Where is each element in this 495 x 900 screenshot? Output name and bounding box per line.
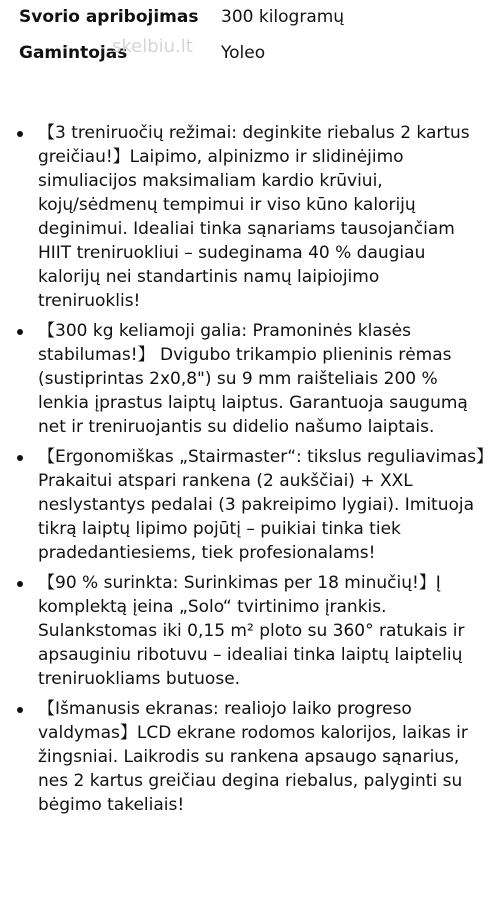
- bullet-text: 【90 % surinkta: Surinkimas per 18 minučių!】Į komplektą įeina „Solo“ tvirtinimo įrankis. Sulankstomas iki 0,15 m² ploto su 360° ratukais ir apsauginiu ribotuvu – idealiai tinka laiptų laiptelių treniruokliams butuose.: [38, 573, 465, 689]
- bullet-icon: [17, 581, 23, 587]
- spec-row-manufacturer: [19, 41, 479, 65]
- list-item: [0, 445, 495, 565]
- bullet-text: 【Ergonomiškas „Stairmaster“: tikslus reguliavimas】Prakaitui atspari rankena (2 aukščiai) + XXL neslystantys pedalai (3 pakreipimo lygiai). Imituoja tikrą laiptų lipimo pojūtį – puikiai tinka tiek pradedantiesiems, tiek profesionalams!: [38, 447, 485, 563]
- list-item: [0, 571, 495, 691]
- list-item: [0, 319, 495, 439]
- product-specs-table: [19, 5, 479, 65]
- bullet-text: 【Išmanusis ekranas: realiojo laiko progreso valdymas】LCD ekrane rodomos kalorijos, laikas ir žingsniai. Laikrodis su rankena apsaugo sąnarius, nes 2 kartus greičiau degina riebalus, palyginti su bėgimo takeliais!: [38, 699, 468, 815]
- watermark: skelbiu.lt: [112, 36, 193, 57]
- bullet-icon: [17, 707, 23, 713]
- spec-value: Yoleo: [221, 43, 266, 63]
- bullet-icon: [17, 455, 23, 461]
- list-item: [0, 121, 495, 313]
- bullet-icon: [17, 329, 23, 335]
- bullet-icon: [17, 131, 23, 137]
- spec-label: Svorio apribojimas: [19, 7, 199, 27]
- list-item: [0, 697, 495, 817]
- bullet-text: 【300 kg keliamoji galia: Pramoninės klasės stabilumas!】 Dvigubo trikampio plieninis rėmas (sustiprintas 2x0,8") su 9 mm raišteliais 200 % lenkia įprastus laiptų laiptus. Garantuoja saugumą net ir treniruojantis su didelio našumo laiptais.: [38, 321, 468, 437]
- spec-value: 300 kilogramų: [221, 7, 345, 27]
- bullet-text: 【3 treniruočių režimai: deginkite riebalus 2 kartus greičiau!】Laipimo, alpinizmo ir slidinėjimo simuliacijos maksimaliam kardio krūviui, kojų/sėdmenų tempimui ir viso kūno kalorijų deginimui. Idealiai tinka sąnariams tausojančiam HIIT treniruokliui – sudeginama 40 % daugiau kalorijų nei standartinis namų laipiojimo treniruoklis!: [38, 123, 470, 311]
- spec-row-weight-limit: [19, 5, 479, 29]
- spec-label: Gamintojas: [19, 43, 128, 63]
- feature-bullet-list: [0, 121, 495, 823]
